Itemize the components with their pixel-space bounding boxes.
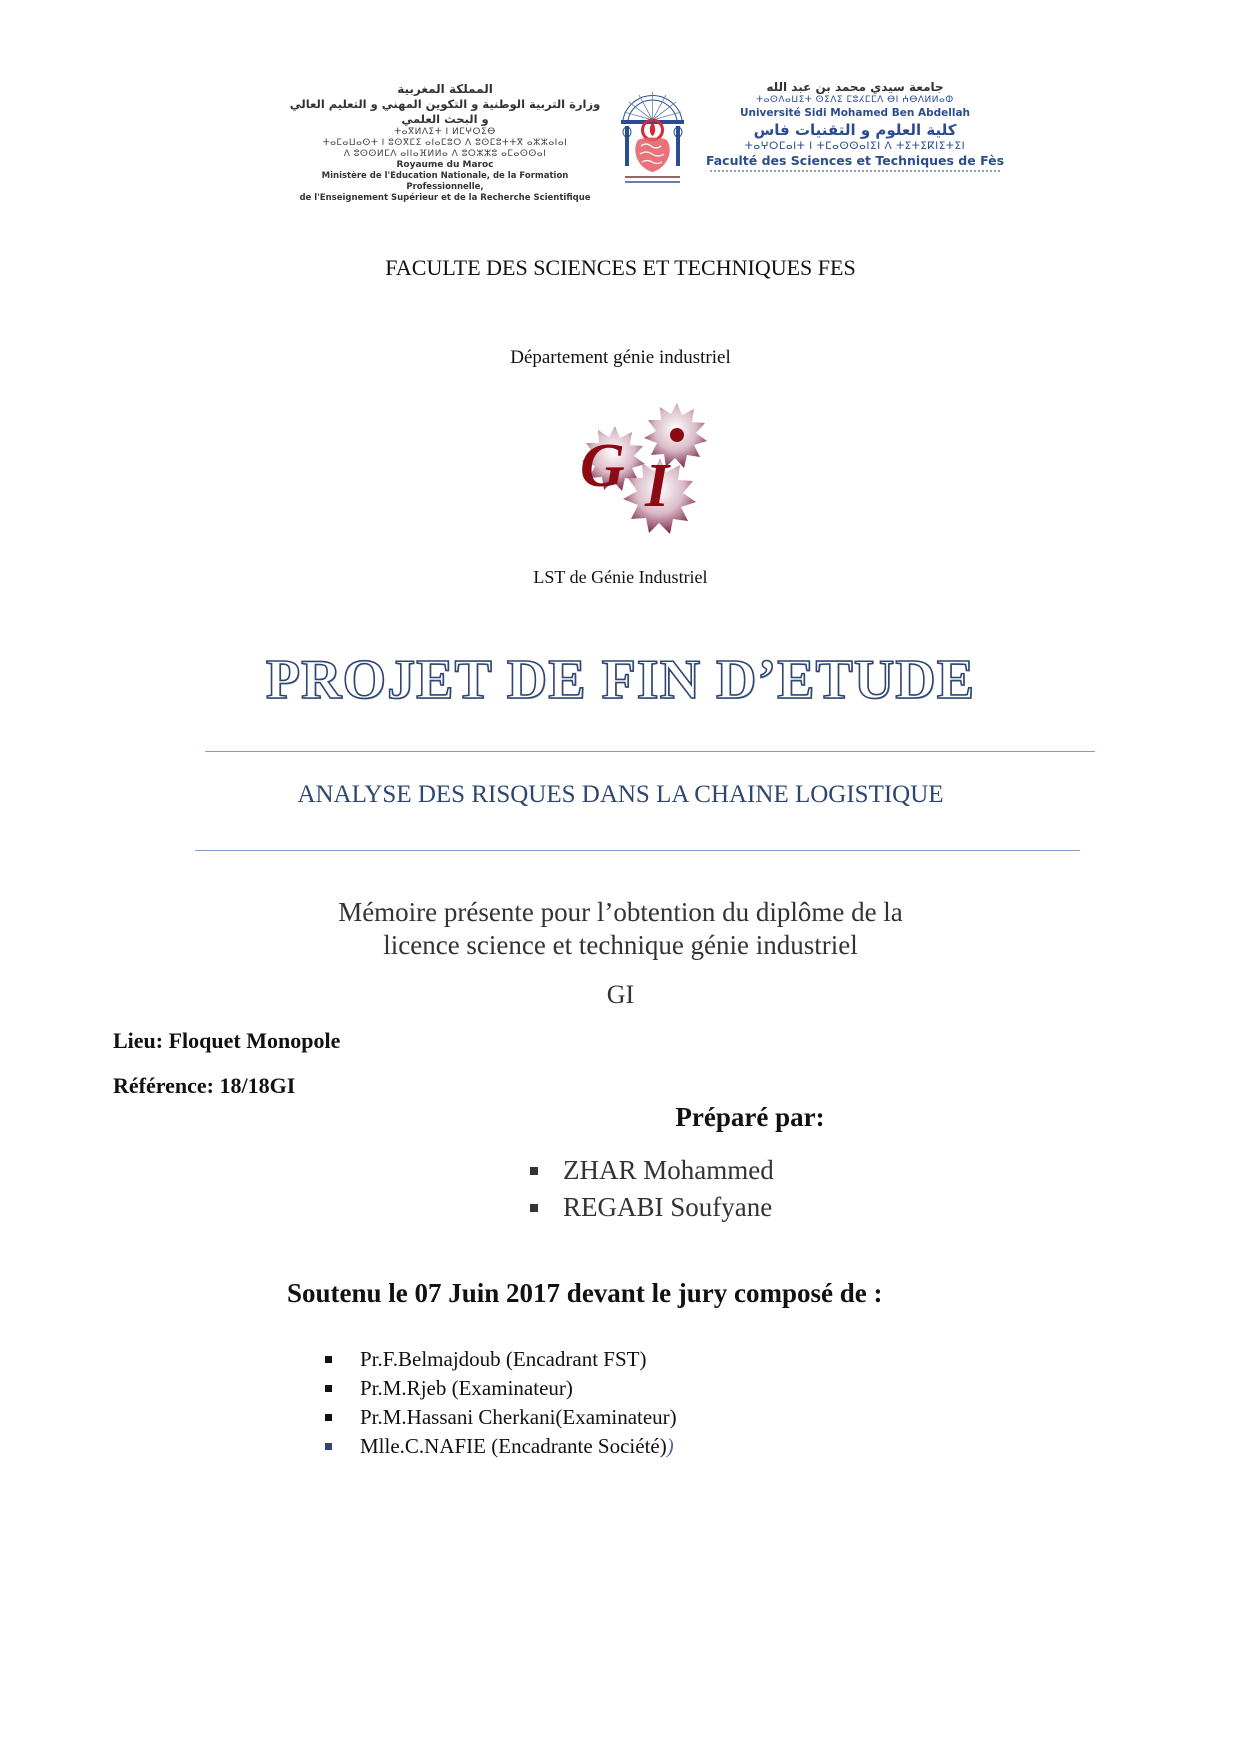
university-header xyxy=(700,80,1010,172)
author-item xyxy=(530,1189,774,1226)
university-emblem-icon xyxy=(615,80,690,188)
gi-logo-icon xyxy=(560,398,725,538)
program-label: LST de Génie Industriel xyxy=(533,567,708,587)
authors-list xyxy=(530,1152,774,1226)
jury-member-name: Pr.M.Rjeb (Examinateur) xyxy=(360,1376,573,1400)
ministry-french-name-1: Ministère de l'Education Nationale, de la Formation Professionnelle, xyxy=(321,171,569,192)
header-dotted-divider xyxy=(710,170,1000,172)
bullet-square-icon xyxy=(530,1204,538,1212)
bullet-square-icon xyxy=(325,1443,332,1450)
department-label: Département génie industriel xyxy=(510,347,731,368)
svg-text:I: I xyxy=(645,452,670,520)
jury-member xyxy=(325,1403,677,1432)
trailing-paren-mark: ) xyxy=(666,1434,674,1458)
ministry-arabic-kingdom: المملكة المغربية xyxy=(397,82,493,96)
faculty-tifinagh-name: ⵜⴰⵖⵔⵎⴰⵏⵜ ⵏ ⵜⵎⴰⵙⵙⴰⵏⵉⵏ ⴷ ⵜⵉⵜⵉⴽⵏⵉⵜⵉⵏ xyxy=(744,140,966,152)
faculty-french-name: Faculté des Sciences et Techniques de Fès xyxy=(705,153,1005,168)
title-divider-top xyxy=(205,751,1095,752)
ministry-tifinagh-3: ⴷ ⵓⵙⵙⵍⵎⴷ ⴰⵏⵏⴰⴼⵍⵍⴰ ⴷ ⵓⵔⵣⵣⵓ ⴰⵎⴰⵙⵙⴰⵏ xyxy=(343,149,547,159)
author-name: REGABI Soufyane xyxy=(563,1192,773,1222)
faculty-heading: FACULTE DES SCIENCES ET TECHNIQUES FES xyxy=(385,255,856,280)
author-name: ZHAR Mohammed xyxy=(563,1155,774,1185)
ministry-header xyxy=(285,82,605,204)
title-divider-bottom xyxy=(195,850,1080,851)
jury-member xyxy=(325,1432,677,1461)
author-item xyxy=(530,1152,774,1189)
memoire-line-2: licence science et technique génie industriel xyxy=(383,930,858,960)
university-french-name: Université Sidi Mohamed Ben Abdellah xyxy=(739,107,971,119)
location-label: Lieu: Floquet Monopole xyxy=(113,1028,341,1053)
svg-text:G: G xyxy=(580,432,625,500)
reference-label: Référence: 18/18GI xyxy=(113,1073,296,1098)
university-arabic-name: جامعة سيدي محمد بن عبد الله xyxy=(766,80,944,94)
jury-member-name: Pr.M.Hassani Cherkani(Examinateur) xyxy=(360,1405,677,1429)
defense-heading: Soutenu le 07 Juin 2017 devant le jury composé de : xyxy=(287,1278,883,1308)
ministry-arabic-name: وزارة التربية الوطنية و التكوين المهني و التعليم العالي و البحث العلمي xyxy=(289,97,601,126)
bullet-square-icon xyxy=(325,1356,332,1363)
ministry-french-kingdom: Royaume du Maroc xyxy=(396,160,494,170)
ministry-tifinagh-1: ⵜⴰⴳⵍⴷⵉⵜ ⵏ ⵍⵎⵖⵔⵉⴱ xyxy=(394,127,496,137)
faculty-arabic-name: كلية العلوم و التقنيات فاس xyxy=(753,121,957,139)
program-abbrev: GI xyxy=(606,980,635,1009)
document-subtitle: ANALYSE DES RISQUES DANS LA CHAINE LOGISTIQUE xyxy=(297,781,944,808)
bullet-square-icon xyxy=(325,1385,332,1392)
bullet-square-icon xyxy=(530,1167,538,1175)
ministry-tifinagh-2: ⵜⴰⵎⴰⵡⴰⵙⵜ ⵏ ⵓⵙⴳⵎⵉ ⴰⵏⴰⵎⵓⵔ ⴷ ⵓⵙⵎⵓⵜⵜⴳ ⴰⵣⵣⴰⵏⴰⵏ xyxy=(322,138,568,148)
university-tifinagh-name: ⵜⴰⵙⴷⴰⵡⵉⵜ ⵙⵉⴷⵉ ⵎⵓⵃⵎⵎⴷ ⴱⵏ ⵄⴱⴷⵍⵍⴰⵀ xyxy=(756,95,954,105)
prepared-by-heading: Préparé par: xyxy=(675,1102,825,1132)
bullet-square-icon xyxy=(325,1414,332,1421)
jury-list xyxy=(325,1345,677,1461)
document-title: PROJET DE FIN D’ETUDE xyxy=(265,649,976,711)
jury-member-name: Pr.F.Belmajdoub (Encadrant FST) xyxy=(360,1347,647,1371)
jury-member xyxy=(325,1345,677,1374)
ministry-french-name-2: de l'Enseignement Supérieur et de la Recherche Scientifique xyxy=(299,193,591,203)
memoire-line-1: Mémoire présente pour l’obtention du diplôme de la xyxy=(338,897,903,927)
memoire-statement xyxy=(0,896,1241,962)
jury-member xyxy=(325,1374,677,1403)
jury-member-name: Mlle.C.NAFIE (Encadrante Société) xyxy=(360,1434,667,1458)
